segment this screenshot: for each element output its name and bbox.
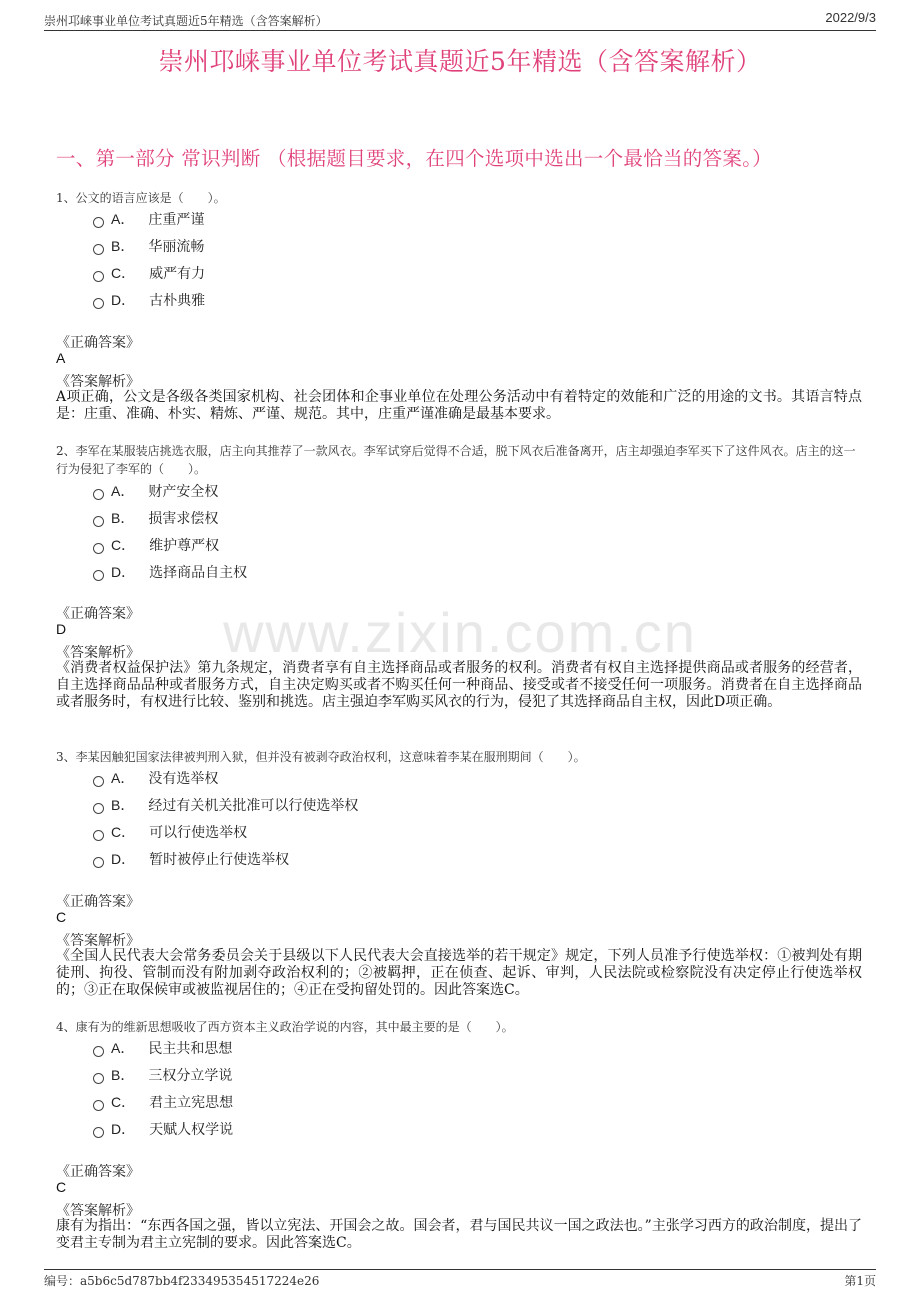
radio-icon[interactable] [93,489,104,500]
question-3-analysis: 《全国人民代表大会常务委员会关于县级以下人民代表大会直接选举的若干规定》规定，下列人员准予行使选举权：①被判处有期徒刑、拘役、管制而没有附加剥夺政治权利的；②被羁押，正在侦查、起诉、审判，人民法院或检察院没有决定停止行使选举权的；③正在取保候审或被监视居住的；④正在受拘留处罚的。因此答案选C。 [56,948,862,998]
question-4-stem: 4、康有为的维新思想吸收了西方资本主义政治学说的内容，其中最主要的是（ ）。 [56,1020,514,1034]
question-4-analysis-label: 《答案解析》 [56,1203,140,1219]
radio-icon[interactable] [93,1100,104,1111]
question-1-option-d[interactable]: D． 古朴典雅 [93,290,205,310]
question-1-option-a[interactable]: A． 庄重严谨 [93,209,204,229]
radio-icon[interactable] [93,516,104,527]
question-1-analysis-label: 《答案解析》 [56,374,140,390]
question-3-answer-label: 《正确答案》 [56,894,140,910]
page-header [44,10,876,31]
radio-icon[interactable] [93,271,104,282]
question-4-option-d[interactable]: D． 天赋人权学说 [93,1119,233,1139]
radio-icon[interactable] [93,776,104,787]
page-number: 第1页 [844,1274,876,1288]
radio-icon[interactable] [93,244,104,255]
radio-icon[interactable] [93,1046,104,1057]
question-3-option-a[interactable]: A． 没有选举权 [93,768,218,788]
question-2-answer: D [56,621,67,637]
section-heading: 一、第一部分 常识判断 （根据题目要求，在四个选项中选出一个最恰当的答案。） [56,147,773,170]
page-footer [44,1269,876,1288]
question-2-option-d[interactable]: D． 选择商品自主权 [93,562,247,582]
radio-icon[interactable] [93,543,104,554]
question-1-option-b[interactable]: B． 华丽流畅 [93,236,204,256]
question-4-option-b[interactable]: B． 三权分立学说 [93,1065,232,1085]
question-2-stem: 2、李军在某服装店挑选衣服，店主向其推荐了一款风衣。李军试穿后觉得不合适，脱下风衣后准备离开，店主却强迫李军买下了这件风衣。店主的这一行为侵犯了李军的（ ）。 [56,444,856,476]
question-4-analysis: 康有为指出：“东西各国之强，皆以立宪法、开国会之故。国会者，君与国民共议一国之政法也。”主张学习西方的政治制度，提出了变君主专制为君主立宪制的要求。因此答案选C。 [56,1218,862,1251]
question-1-analysis: A项正确，公文是各级各类国家机构、社会团体和企事业单位在处理公务活动中有着特定的效能和广泛的用途的文书。其语言特点是：庄重、准确、朴实、精炼、严谨、规范。其中，庄重严谨准确是最基本要求。 [56,389,862,422]
radio-icon[interactable] [93,830,104,841]
radio-icon[interactable] [93,1073,104,1084]
question-2-answer-label: 《正确答案》 [56,606,140,622]
header-doc-title: 崇州邛崃事业单位考试真题近5年精选（含答案解析） [44,14,328,28]
question-2-analysis-label: 《答案解析》 [56,645,140,661]
question-3-stem: 3、李某因触犯国家法律被判刑入狱，但并没有被剥夺政治权利，这意味着李某在服刑期间（ ）。 [56,750,586,764]
watermark: www.zixin.com.cn [223,601,697,664]
question-3-option-c[interactable]: C． 可以行使选举权 [93,822,247,842]
question-2-option-c[interactable]: C． 维护尊严权 [93,535,219,555]
question-3-analysis-label: 《答案解析》 [56,933,140,949]
radio-icon[interactable] [93,298,104,309]
question-2-analysis: 《消费者权益保护法》第九条规定，消费者享有自主选择商品或者服务的权利。消费者有权自主选择提供商品或者服务的经营者，自主选择商品品种或者服务方式，自主决定购买或者不购买任何一种商品、接受或者不接受任何一项服务。消费者在自主选择商品或者服务时，有权进行比较、鉴别和挑选。店主强迫李军购买风衣的行为，侵犯了其选择商品自主权，因此D项正确。 [56,660,862,710]
question-1-stem: 1、公文的语言应该是（ ）。 [56,191,226,205]
question-3-answer: C [56,909,67,925]
question-4-option-a[interactable]: A． 民主共和思想 [93,1038,232,1058]
question-4-option-c[interactable]: C． 君主立宪思想 [93,1092,233,1112]
question-2-option-b[interactable]: B． 损害求偿权 [93,508,218,528]
radio-icon[interactable] [93,857,104,868]
question-1-answer: A [56,350,66,366]
question-4-answer-label: 《正确答案》 [56,1164,140,1180]
question-3-option-d[interactable]: D． 暂时被停止行使选举权 [93,849,289,869]
question-3-option-b[interactable]: B． 经过有关机关批准可以行使选举权 [93,795,358,815]
question-1-option-c[interactable]: C． 威严有力 [93,263,205,283]
question-1-answer-label: 《正确答案》 [56,335,140,351]
radio-icon[interactable] [93,1127,104,1138]
document-code: 编号：a5b6c5d787bb4f233495354517224e26 [44,1274,320,1288]
header-date: 2022/9/3 [825,10,876,25]
radio-icon[interactable] [93,217,104,228]
document-title: 崇州邛崃事业单位考试真题近5年精选（含答案解析） [158,47,762,76]
question-2-option-a[interactable]: A． 财产安全权 [93,481,218,501]
radio-icon[interactable] [93,570,104,581]
question-4-answer: C [56,1179,67,1195]
radio-icon[interactable] [93,803,104,814]
